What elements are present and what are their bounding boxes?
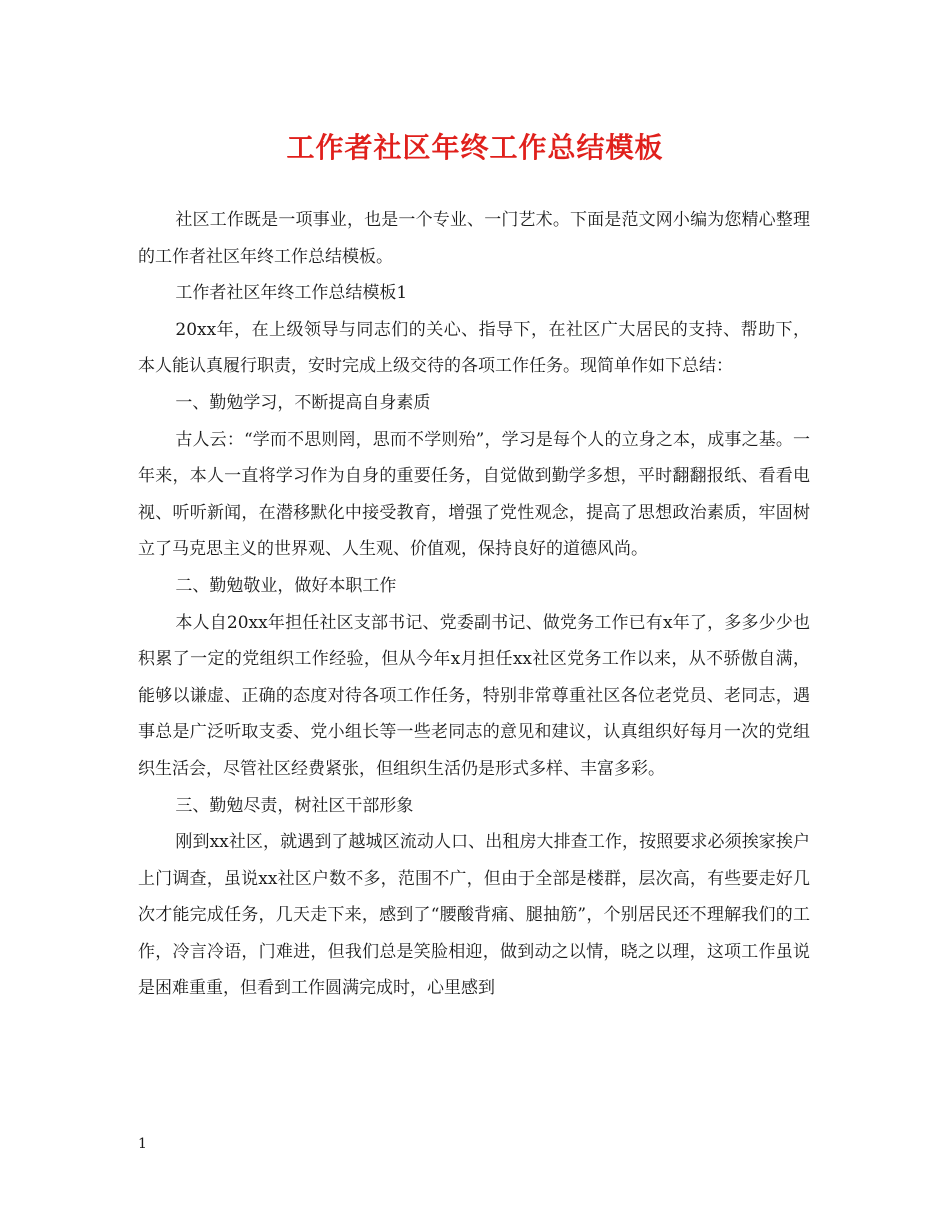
section-heading-3: 三、勤勉尽责，树社区干部形象 xyxy=(175,795,414,816)
page-number: 1 xyxy=(138,1136,147,1152)
paragraph-opening: 20xx年，在上级领导与同志们的关心、指导下，在社区广大居民的支持、帮助下，本人能认真履行职责，安时完成上级交待的各项工作任务。现简单作如下总结： xyxy=(138,319,810,377)
section-heading-2: 二、勤勉敬业，做好本职工作 xyxy=(175,575,397,596)
paragraph-intro: 社区工作既是一项事业，也是一个专业、一门艺术。下面是范文网小编为您精心整理的工作者社区年终工作总结模板。 xyxy=(138,210,810,267)
paragraph-subtitle: 工作者社区年终工作总结模板1 xyxy=(175,283,408,304)
document-body xyxy=(138,202,810,1007)
paragraph-section-3: 刚到xx社区，就遇到了越城区流动人口、出租房大排查工作，按照要求必须挨家挨户上门调查，虽说xx社区户数不多，范围不广，但由于全部是楼群，层次高，有些要走好几次才能完成任务，几天走下来，感到了“腰酸背痛、腿抽筋”，个别居民还不理解我们的工作，冷言冷语，门难进，但我们总是笑脸相迎，做到动之以情，晓之以理，这项工作虽说是困难重重，但看到工作圆满完成时，心里感到 xyxy=(138,832,810,999)
paragraph-section-1: 古人云：“学而不思则罔，思而不学则殆”，学习是每个人的立身之本，成事之基。一年来，本人一直将学习作为自身的重要任务，自觉做到勤学多想，平时翻翻报纸、看看电视、听听新闻，在潜移默化中接受教育，增强了党性观念，提高了思想政治素质，牢固树立了马克思主义的世界观、人生观、价值观，保持良好的道德风尚。 xyxy=(138,429,810,560)
paragraph-section-2: 本人自20xx年担任社区支部书记、党委副书记、做党务工作已有x年了，多多少少也积累了一定的党组织工作经验，但从今年x月担任xx社区党务工作以来，从不骄傲自满，能够以谦虚、正确的态度对待各项工作任务，特别非常尊重社区各位老党员、老同志，遇事总是广泛听取支委、党小组长等一些老同志的意见和建议，认真组织好每月一次的党组织生活会，尽管社区经费紧张，但组织生活仍是形式多样、丰富多彩。 xyxy=(138,612,810,779)
document-title: 工作者社区年终工作总结模板 xyxy=(286,131,664,164)
section-heading-1: 一、勤勉学习，不断提高自身素质 xyxy=(175,392,431,413)
